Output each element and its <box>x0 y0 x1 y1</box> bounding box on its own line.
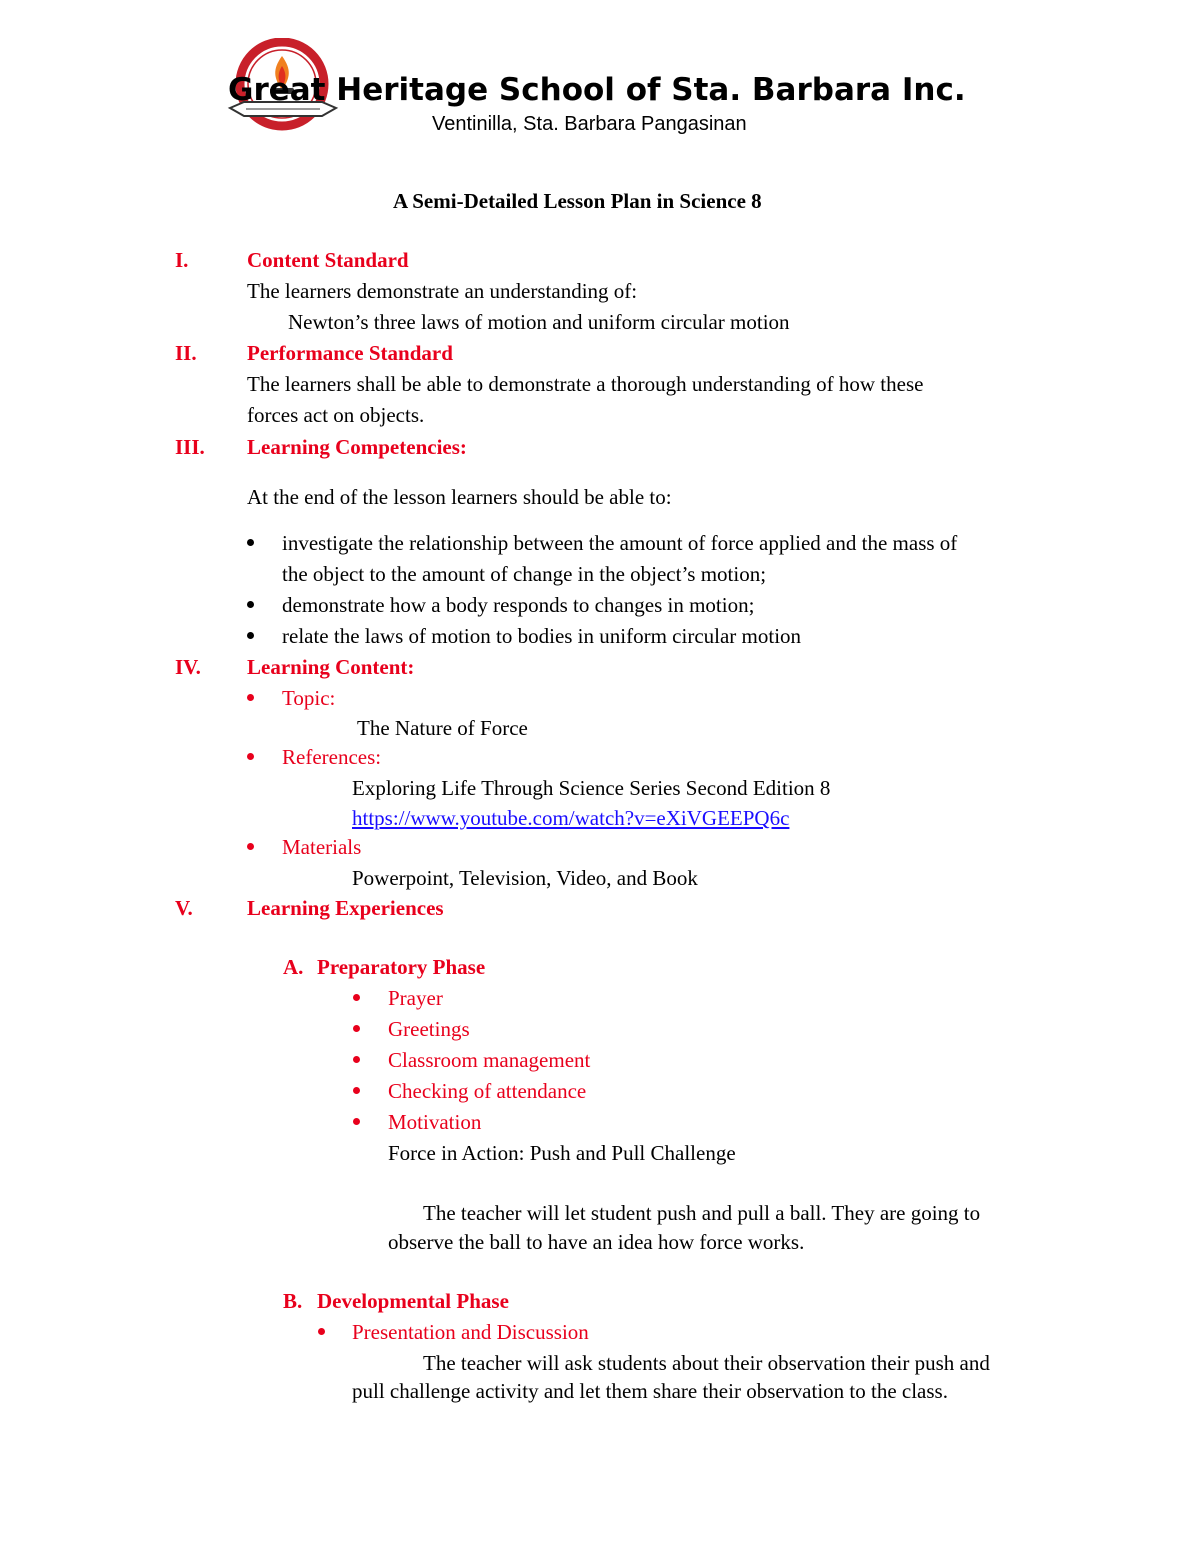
references-label: References: <box>282 745 382 769</box>
body-text: Newton’s three laws of motion and uniform circular motion <box>288 310 790 334</box>
bullet-icon <box>353 1025 360 1032</box>
topic-label: Topic: <box>282 686 336 710</box>
topic-value: The Nature of Force <box>357 716 528 740</box>
list-item: Checking of attendance <box>388 1079 587 1103</box>
list-item: Classroom management <box>388 1048 591 1072</box>
list-item: Prayer <box>388 986 443 1010</box>
reference-book: Exploring Life Through Science Series Second Edition 8 <box>352 776 831 800</box>
lesson-plan-title: A Semi-Detailed Lesson Plan in Science 8 <box>393 189 762 213</box>
motivation-title: Force in Action: Push and Pull Challenge <box>388 1141 736 1165</box>
body-text: pull challenge activity and let them share their observation to the class. <box>352 1379 948 1403</box>
school-name: Great Heritage School of Sta. Barbara Inc. <box>228 72 966 108</box>
section-numeral: V. <box>175 896 193 920</box>
body-text: The learners shall be able to demonstrate a thorough understanding of how these <box>247 372 924 396</box>
list-item: Greetings <box>388 1017 470 1041</box>
phase-letter: B. <box>283 1289 303 1313</box>
bullet-icon <box>247 632 254 639</box>
section-heading-performance-standard: Performance Standard <box>247 341 453 365</box>
body-text: The learners demonstrate an understanding of: <box>247 279 638 303</box>
body-text: The teacher will ask students about their observation their push and <box>423 1351 990 1375</box>
reference-link[interactable]: https://www.youtube.com/watch?v=eXiVGEEPQ6c <box>352 806 790 830</box>
bullet-icon <box>247 843 254 850</box>
list-item: demonstrate how a body responds to changes in motion; <box>282 593 755 617</box>
bullet-icon <box>247 601 254 608</box>
bullet-icon <box>353 1056 360 1063</box>
section-numeral: III. <box>175 435 205 459</box>
materials-label: Materials <box>282 835 362 859</box>
bullet-icon <box>247 753 254 760</box>
section-heading-learning-experiences: Learning Experiences <box>247 896 444 920</box>
bullet-icon <box>353 1118 360 1125</box>
body-text: forces act on objects. <box>247 403 425 427</box>
section-numeral: II. <box>175 341 197 365</box>
section-heading-learning-competencies: Learning Competencies: <box>247 435 467 459</box>
list-item: relate the laws of motion to bodies in uniform circular motion <box>282 624 802 648</box>
list-item: Motivation <box>388 1110 482 1134</box>
section-numeral: I. <box>175 248 189 272</box>
bullet-icon <box>247 539 254 546</box>
bullet-icon <box>247 694 254 701</box>
materials-value: Powerpoint, Television, Video, and Book <box>352 866 698 890</box>
phase-letter: A. <box>283 955 304 979</box>
phase-title-developmental: Developmental Phase <box>317 1289 509 1313</box>
section-heading-learning-content: Learning Content: <box>247 655 415 679</box>
bullet-icon <box>353 1087 360 1094</box>
body-text: At the end of the lesson learners should be able to: <box>247 485 672 509</box>
body-text: The teacher will let student push and pull a ball. They are going to <box>423 1201 981 1225</box>
body-text: observe the ball to have an idea how force works. <box>388 1230 805 1254</box>
bullet-icon <box>318 1328 325 1335</box>
bullet-icon <box>353 994 360 1001</box>
section-numeral: IV. <box>175 655 201 679</box>
phase-title-preparatory: Preparatory Phase <box>317 955 486 979</box>
section-heading-content-standard: Content Standard <box>247 248 409 272</box>
list-item: investigate the relationship between the amount of force applied and the mass of <box>282 531 958 555</box>
list-item: the object to the amount of change in the object’s motion; <box>282 562 767 586</box>
list-item: Presentation and Discussion <box>352 1320 589 1344</box>
school-address: Ventinilla, Sta. Barbara Pangasinan <box>432 113 747 135</box>
